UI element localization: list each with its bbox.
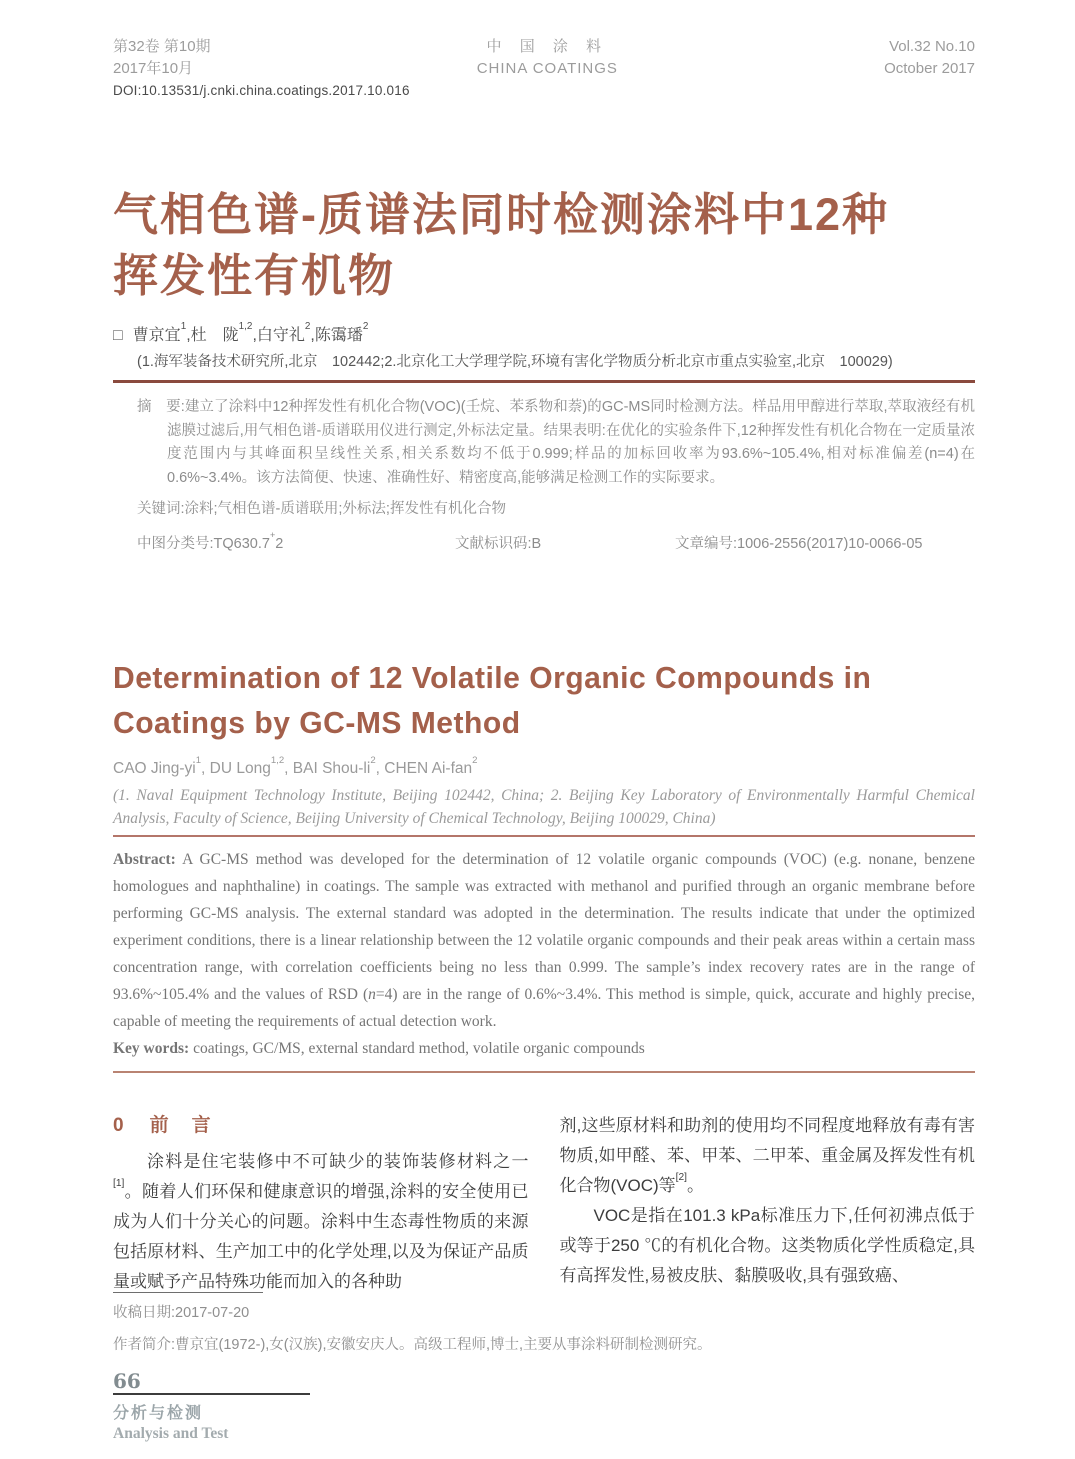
author-cn-2-sup: 1,2 xyxy=(238,321,253,333)
author-cn-1: 曹京宜 xyxy=(132,327,181,344)
article-title-cn-line2: 挥发性有机物 xyxy=(113,250,396,301)
author-cn-4-sup: 2 xyxy=(362,321,369,333)
abstract-en-label: Abstract: xyxy=(113,851,176,868)
clc-sup: + xyxy=(269,530,276,541)
page-number-rule xyxy=(113,1393,310,1395)
citation-ref-2: [2] xyxy=(675,1171,687,1183)
date-cn: 2017年10月 xyxy=(113,60,194,77)
abstract-en xyxy=(113,846,975,1035)
section-title: 前 言 xyxy=(149,1115,213,1136)
article-title-cn-line1: 气相色谱-质谱法同时检测涂料中12种 xyxy=(113,189,890,240)
volume-issue-cn: 第32卷 第10期 xyxy=(113,38,211,55)
author-list-cn xyxy=(113,322,975,345)
page-bottom xyxy=(113,1292,975,1443)
affiliation-en: (1. Naval Equipment Technology Institute, Beijing 102442, China; 2. Beijing Key Laboratory of Environmentally Harmful Chemical Analysis, Faculty of Science, Beijing University of Chemical Technology, Beijing 100029, China) xyxy=(113,787,975,827)
author-cn-4: ,陈霭璠 xyxy=(310,327,363,344)
footnote-received-date: 收稿日期:2017-07-20 xyxy=(113,1305,250,1321)
section-number: 0 xyxy=(113,1115,124,1136)
keywords-en xyxy=(113,1035,975,1062)
keywords-cn-label: 关键词: xyxy=(137,501,185,517)
clc-number: 中图分类号:TQ630.7+2 xyxy=(137,530,284,552)
author-cn-2: ,杜 陇 xyxy=(186,327,239,344)
article-title-cn xyxy=(113,184,975,306)
section-label-cn: 分析与检测 xyxy=(113,1405,204,1422)
intro-section xyxy=(113,1111,975,1297)
doi-text: DOI:10.13531/j.cnki.china.coatings.2017.10.016 xyxy=(113,83,410,98)
author-cn-3-sup: 2 xyxy=(304,321,311,333)
article-title-en-line1: Determination of 12 Volatile Organic Compounds in xyxy=(113,660,872,695)
citation-ref-1: [1] xyxy=(113,1177,125,1189)
footnote-author-bio: 作者简介:曹京宜(1972-),女(汉族),安徽安庆人。高级工程师,博士,主要从事涂料研制检测研究。 xyxy=(113,1337,712,1353)
page-number: 66 xyxy=(113,1369,141,1393)
keywords-en-label: Key words: xyxy=(113,1040,190,1057)
divider-thin-top xyxy=(113,835,975,837)
divider-thin-bottom xyxy=(113,1071,975,1073)
divider-thick xyxy=(113,380,975,383)
abstract-en-n-italic: n xyxy=(368,986,376,1003)
affiliation-cn: (1.海军装备技术研究所,北京 102442;2.北京化工大学理学院,环境有害化学物质分析北京市重点实验室,北京 100029) xyxy=(137,354,893,370)
header-right xyxy=(884,36,975,80)
article-title-en xyxy=(113,655,975,745)
author-en-4: , CHEN Ai-fan xyxy=(375,760,473,777)
intro-right-column xyxy=(560,1111,976,1297)
intro-paragraph-1: 涂料是住宅装修中不可缺少的装饰装修材料之一[1]。随着人们环保和健康意识的增强,涂料的安全使用已成为人们十分关心的问题。涂料中生态毒性物质的来源包括原材料、生产加工中的化学处理,以及为保证产品质量或赋予产品特殊功能而加入的各种助 xyxy=(113,1152,529,1291)
section-label-en: Analysis and Test xyxy=(113,1425,229,1442)
article-title-en-line2: Coatings by GC-MS Method xyxy=(113,705,521,740)
volume-issue-en: Vol.32 No.10 xyxy=(889,38,975,55)
date-en: October 2017 xyxy=(884,60,975,77)
abstract-cn-label: 摘 要: xyxy=(137,399,185,415)
keywords-cn-text: 涂料;气相色谱-质谱联用;外标法;挥发性有机化合物 xyxy=(184,501,506,517)
author-cn-1-sup: 1 xyxy=(180,321,187,333)
section-heading-intro xyxy=(113,1111,529,1141)
author-en-4-sup: 2 xyxy=(472,754,478,766)
journal-header xyxy=(113,36,975,80)
intro-left-column xyxy=(113,1111,529,1297)
classification-row xyxy=(137,530,975,555)
article-number: 文章编号:1006-2556(2017)10-0066-05 xyxy=(675,536,923,552)
abstract-cn-text: 建立了涂料中12种挥发性有机化合物(VOC)(壬烷、苯系物和萘)的GC-MS同时检测方法。样品用甲醇进行萃取,萃取液经有机滤膜过滤后,用气相色谱-质谱联用仪进行测定,外标法定量。结果表明:在优化的实验条件下,12种挥发性有机化合物在一定质量浓度范围内与其峰面积呈线性关系,相关系数均不低于0.999;样品的加标回收率为93.6%~105.4%,相对标准偏差(n=4)在0.6%~3.4%。该方法简便、快速、准确性好、精密度高,能够满足检测工作的实际要求。 xyxy=(167,399,975,486)
journal-name-en: CHINA COATINGS xyxy=(476,60,618,77)
abstract-cn xyxy=(137,396,975,490)
author-cn-3: ,白守礼 xyxy=(252,327,305,344)
footnote-divider xyxy=(113,1292,263,1293)
author-en-1: CAO Jing-yi xyxy=(113,760,196,777)
keywords-cn xyxy=(137,498,975,520)
author-en-1-sup: 1 xyxy=(195,754,202,766)
header-left xyxy=(113,36,211,80)
keywords-en-text: coatings, GC/MS, external standard method, volatile organic compounds xyxy=(189,1040,645,1057)
header-center xyxy=(477,36,618,80)
author-marker-square: □ xyxy=(113,327,123,344)
chinese-meta-block xyxy=(113,396,975,555)
journal-name-cn: 中 国 涂 料 xyxy=(486,38,609,55)
author-en-2: , DU Long xyxy=(201,760,271,777)
author-en-2-sup: 1,2 xyxy=(270,754,285,766)
author-en-3: , BAI Shou-li xyxy=(284,760,371,777)
author-en-3-sup: 2 xyxy=(370,754,376,766)
author-list-en xyxy=(113,754,975,778)
intro-paragraph-2: VOC是指在101.3 kPa标准压力下,任何初沸点低于或等于250 ℃的有机化合物。这类物质化学性质稳定,具有高挥发性,易被皮肤、黏膜吸收,具有强致癌、 xyxy=(559,1206,975,1285)
intro-paragraph-1-cont: 剂,这些原材料和助剂的使用均不同程度地释放有毒有害物质,如甲醛、苯、甲苯、二甲苯、重金属及挥发性有机化合物(VOC)等[2]。 xyxy=(559,1116,975,1195)
abstract-en-text1: A GC-MS method was developed for the determination of 12 volatile organic compounds (VOC) (e.g. nonane, benzene homologues and naphthaline) in coatings. The sample was extracted with methanol and purified through an organic membrane before performing GC-MS analysis. The external standard was adopted in the determination. The results indicate that under the optimized experiment conditions, there is a linear relationship between the 12 volatile organic compounds and their peak areas within a certain mass concentration range, with correlation coefficients being no less than 0.999. The sample’s index recovery rates are in the range of 93.6%~105.4% and the values of RSD ( xyxy=(113,851,975,1003)
document-code: 文献标识码:B xyxy=(455,536,542,552)
abstract-en-text2: =4) are in the range of 0.6%~3.4%. This method is simple, quick, accurate and highly precise, capable of meeting the requirements of actual detection work. xyxy=(113,986,975,1030)
